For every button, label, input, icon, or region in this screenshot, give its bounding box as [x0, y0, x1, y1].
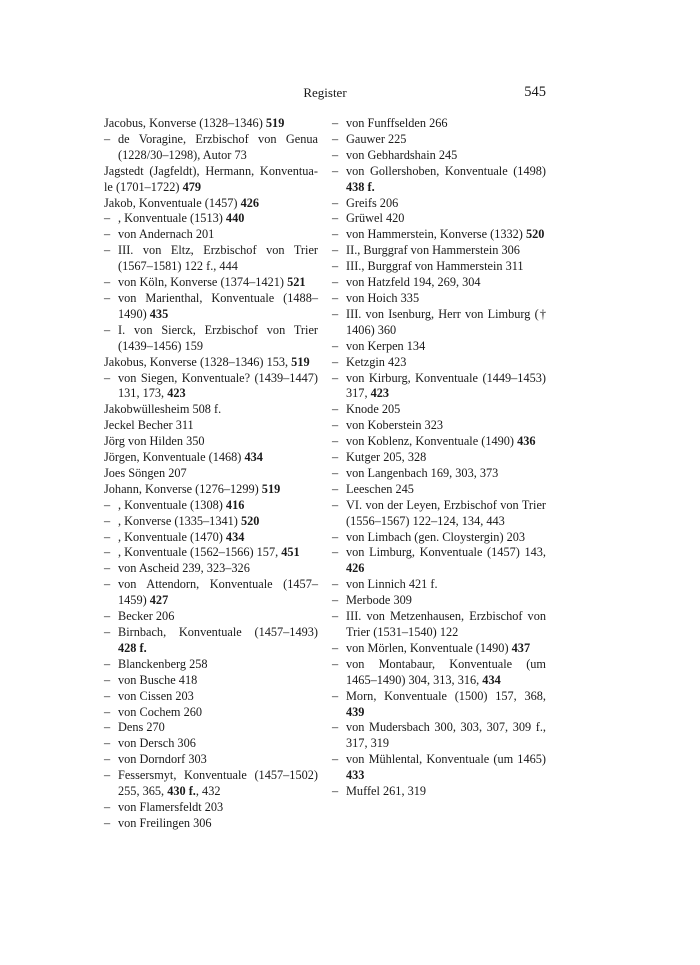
entry-text: von Kerpen 134 — [346, 338, 426, 353]
entry-text: von Attendorn, Konventuale (1457–1459) — [118, 577, 318, 608]
entry-main-page: 436 — [517, 434, 536, 449]
entry-text: von Koblenz, Konventuale (1490) — [346, 434, 518, 449]
entry-dash: – — [332, 195, 339, 210]
entry-text: Greifs 206 — [346, 195, 399, 210]
index-entry — [104, 657, 318, 673]
index-entry — [104, 752, 318, 768]
page-number: 545 — [524, 84, 546, 100]
entry-dash: – — [104, 322, 111, 337]
entry-text: Joes Söngen 207 — [104, 465, 187, 480]
entry-main-page: 437 — [511, 640, 531, 655]
index-entry — [104, 800, 318, 816]
index-entry — [332, 720, 546, 752]
entry-text: von Hatzfeld 194, 269, 304 — [346, 275, 481, 290]
entry-dash: – — [332, 481, 339, 496]
index-entry — [332, 752, 546, 784]
entry-dash: – — [332, 338, 339, 353]
entry-dash: – — [332, 147, 339, 162]
entry-dash: – — [332, 752, 339, 767]
entry-dash: – — [332, 609, 339, 624]
entry-dash: – — [104, 227, 111, 242]
entry-text: von Dersch 306 — [118, 736, 196, 751]
entry-main-page: 428 f. — [118, 640, 147, 655]
entry-text: von Freilingen 306 — [118, 815, 212, 830]
index-entry — [104, 514, 318, 530]
entry-text: von Langenbach 169, 303, 373 — [346, 465, 499, 480]
entry-dash: – — [104, 370, 111, 385]
entry-dash: – — [332, 784, 339, 799]
entry-text: von Dorndorf 303 — [118, 752, 207, 767]
entry-text: Leeschen 245 — [346, 481, 414, 496]
entry-dash: – — [104, 497, 111, 512]
entry-text: von Köln, Konverse (1374–1421) — [118, 275, 288, 290]
entry-text: III. von Eltz, Erzbischof von Trier (1567–1581) 122 f., 444 — [118, 243, 318, 274]
index-entry — [104, 530, 318, 546]
index-entry — [332, 116, 546, 132]
index-entry — [104, 577, 318, 609]
index-entry — [332, 243, 546, 259]
entry-main-page: 434 — [225, 529, 245, 544]
entry-text: Knode 205 — [346, 402, 401, 417]
index-entry — [104, 625, 318, 657]
entry-dash: – — [332, 259, 339, 274]
index-entry — [332, 498, 546, 530]
entry-dash: – — [104, 815, 111, 830]
index-entry — [104, 275, 318, 291]
entry-dash: – — [104, 752, 111, 767]
index-entry — [104, 116, 318, 132]
index-entry — [104, 402, 318, 418]
entry-text: von Kirburg, Konventuale (1449–1453) 317, — [346, 370, 546, 401]
index-entry — [332, 148, 546, 164]
entry-text: III., Burggraf von Hammerstein 311 — [346, 259, 524, 274]
entry-dash: – — [332, 290, 339, 305]
entry-dash: – — [104, 561, 111, 576]
index-entry — [332, 593, 546, 609]
entry-dash: – — [104, 609, 111, 624]
entry-text: , Konventuale (1513) — [118, 211, 226, 226]
entry-main-page: 451 — [281, 545, 300, 560]
index-entry — [104, 418, 318, 434]
entry-dash: – — [104, 513, 111, 528]
entry-text: III. von Isenburg, Herr von Limburg († 1406) 360 — [346, 306, 546, 337]
entry-text: von Ascheid 239, 323–326 — [118, 561, 250, 576]
index-entry — [104, 561, 318, 577]
index-entry — [332, 275, 546, 291]
entry-dash: – — [332, 465, 339, 480]
entry-dash: – — [332, 688, 339, 703]
entry-dash: – — [332, 450, 339, 465]
entry-text: Jakob, Konventuale (1457) — [104, 195, 241, 210]
entry-text: Jeckel Becher 311 — [104, 418, 194, 433]
entry-dash: – — [104, 736, 111, 751]
entry-text: von Busche 418 — [118, 672, 198, 687]
entry-dash: – — [332, 529, 339, 544]
page-header — [104, 84, 546, 104]
entry-text: Ketzgin 423 — [346, 354, 407, 369]
running-title: Register — [303, 85, 347, 100]
index-column-left — [104, 116, 318, 832]
index-entry — [104, 164, 318, 196]
entry-text: , Konventuale (1470) — [118, 529, 226, 544]
entry-main-page: 433 — [346, 768, 365, 783]
entry-dash: – — [104, 625, 111, 639]
entry-dash: – — [332, 306, 339, 321]
index-entry — [104, 609, 318, 625]
index-entry — [332, 371, 546, 403]
entry-main-page: 430 f. — [167, 784, 196, 799]
index-entry — [104, 450, 318, 466]
index-entry — [104, 498, 318, 514]
entry-main-page: 426 — [240, 195, 260, 210]
index-entry — [104, 482, 318, 498]
index-entry — [332, 545, 546, 577]
index-entry — [332, 227, 546, 243]
entry-text: von Andernach 201 — [118, 227, 215, 242]
entry-dash: – — [104, 290, 111, 305]
entry-text: II., Burggraf von Hammerstein 306 — [346, 243, 520, 258]
entry-main-page: 479 — [182, 179, 202, 194]
entry-text: von Hoich 335 — [346, 290, 420, 305]
index-entry — [104, 816, 318, 832]
entry-main-page: 520 — [240, 513, 260, 528]
index-column-right — [332, 116, 546, 800]
index-entry — [332, 291, 546, 307]
entry-dash: – — [332, 418, 339, 433]
entry-main-page: 435 — [149, 306, 169, 321]
index-entry — [104, 196, 318, 212]
entry-text: Jörg von Hilden 350 — [104, 434, 205, 449]
entry-main-page: 521 — [287, 275, 306, 290]
index-entry — [332, 355, 546, 371]
index-entry — [104, 720, 318, 736]
entry-text: von Cissen 203 — [118, 688, 194, 703]
entry-dash: – — [332, 370, 339, 385]
index-entry — [332, 609, 546, 641]
entry-text: von Marienthal, Konventuale (1488–1490) — [118, 290, 318, 321]
entry-text: von Mörlen, Konventuale (1490) — [346, 640, 512, 655]
entry-text: von Cochem 260 — [118, 704, 203, 719]
index-entry — [332, 641, 546, 657]
index-entry — [332, 259, 546, 275]
entry-dash: – — [104, 275, 111, 290]
entry-dash: – — [104, 672, 111, 687]
entry-main-page: 519 — [261, 481, 281, 496]
entry-dash: – — [332, 545, 339, 560]
entry-text: von Gollershoben, Konventuale (1498) — [346, 163, 546, 178]
index-entry — [332, 434, 546, 450]
index-entry — [104, 291, 318, 323]
index-entry — [332, 450, 546, 466]
index-entry — [332, 784, 546, 800]
entry-dash: – — [104, 688, 111, 703]
entry-dash: – — [332, 577, 339, 592]
entry-dash: – — [104, 704, 111, 719]
entry-text: de Voragine, Erzbischof von Genua (1228/30–1298), Autor 73 — [118, 131, 318, 162]
index-entry — [332, 196, 546, 212]
index-entry — [332, 211, 546, 227]
entry-dash: – — [332, 227, 339, 242]
index-entry — [104, 243, 318, 275]
index-entry — [332, 482, 546, 498]
entry-text: Gauwer 225 — [346, 131, 407, 146]
entry-text: III. von Metzenhausen, Erzbischof von Trier (1531–1540) 122 — [346, 609, 546, 639]
entry-dash: – — [104, 545, 111, 560]
entry-text: von Flamersfeldt 203 — [118, 799, 224, 814]
entry-text: von Siegen, Konventuale? (1439–1447) 131, 173, — [118, 370, 318, 401]
index-entry — [104, 768, 318, 800]
entry-text: von Limburg, Konventuale (1457) 143, — [346, 545, 546, 560]
entry-main-page: 520 — [525, 227, 545, 242]
entry-main-page: 423 — [370, 386, 390, 401]
entry-main-page: 434 — [482, 672, 501, 687]
entry-text: von Mudersbach 300, 303, 307, 309 f., 317, 319 — [346, 720, 546, 751]
entry-dash: – — [104, 720, 111, 735]
entry-text: Merbode 309 — [346, 593, 412, 608]
entry-text: von Limbach (gen. Cloystergin) 203 — [346, 529, 526, 544]
entry-dash: – — [332, 497, 339, 512]
entry-main-page: 438 f. — [346, 179, 375, 194]
index-entry — [332, 418, 546, 434]
entry-dash: – — [104, 243, 111, 258]
entry-main-page: 519 — [265, 116, 285, 130]
entry-text: Muffel 261, 319 — [346, 784, 427, 799]
index-entry — [332, 689, 546, 721]
index-entry — [104, 227, 318, 243]
entry-text: von Linnich 421 f. — [346, 577, 438, 592]
entry-text: Grüwel 420 — [346, 211, 405, 226]
entry-text: Dens 270 — [118, 720, 165, 735]
entry-text: Jagstedt (Jagfeldt), Hermann, Konventua-le (1701–1722) — [104, 163, 318, 194]
entry-text: Jakobus, Konverse (1328–1346) 153, — [104, 354, 292, 369]
index-entry — [332, 466, 546, 482]
entry-text: von Montabaur, Konventuale (um 1465–1490) 304, 313, 316, — [346, 656, 546, 687]
entry-dash: – — [104, 799, 111, 814]
entry-text: von Mühlental, Konventuale (um 1465) — [346, 752, 546, 767]
entry-text: Morn, Konventuale (1500) 157, 368, — [346, 688, 546, 703]
index-entry — [104, 673, 318, 689]
entry-text: , Konventuale (1562–1566) 157, — [118, 545, 282, 560]
index-entry — [332, 657, 546, 689]
index-entry — [104, 355, 318, 371]
index-entry — [104, 705, 318, 721]
entry-dash: – — [104, 131, 111, 146]
entry-main-page: 434 — [244, 450, 263, 465]
entry-text: , Konventuale (1308) — [118, 497, 226, 512]
index-entry — [332, 402, 546, 418]
entry-dash: – — [104, 577, 111, 592]
entry-text: Fessersmyt, Konventuale (1457–1502) 255, 365, — [118, 768, 318, 799]
entry-text: Becker 206 — [118, 609, 175, 624]
entry-main-page: 427 — [149, 593, 169, 608]
index-entry — [104, 211, 318, 227]
entry-text: , Konverse (1335–1341) — [118, 513, 241, 528]
entry-dash: – — [332, 211, 339, 226]
entry-text: von Gebhardshain 245 — [346, 147, 458, 162]
index-entry — [332, 164, 546, 196]
entry-dash: – — [332, 593, 339, 608]
entry-text: von Funffselden 266 — [346, 116, 448, 130]
entry-text: I. von Sierck, Erzbischof von Trier (1439–1456) 159 — [118, 322, 318, 353]
entry-text: Johann, Konverse (1276–1299) — [104, 481, 262, 496]
entry-dash: – — [332, 116, 339, 130]
entry-main-page: 416 — [225, 497, 245, 512]
entry-text: Birnbach, Konventuale (1457–1493) — [118, 625, 318, 639]
entry-dash: – — [332, 656, 339, 671]
index-entry — [104, 545, 318, 561]
entry-text: Jakobwüllesheim 508 f. — [104, 402, 222, 417]
index-entry — [332, 339, 546, 355]
entry-dash: – — [332, 163, 339, 178]
entry-extra-pages: , 432 — [195, 784, 221, 799]
entry-dash: – — [332, 354, 339, 369]
index-entry — [104, 323, 318, 355]
index-entry — [332, 577, 546, 593]
entry-text: Jacobus, Konverse (1328–1346) — [104, 116, 266, 130]
entry-text: Kutger 205, 328 — [346, 450, 427, 465]
entry-text: von Hammerstein, Konverse (1332) — [346, 227, 526, 242]
entry-text: VI. von der Leyen, Erzbischof von Trier (1556–1567) 122–124, 134, 443 — [346, 497, 546, 528]
index-entry — [332, 307, 546, 339]
entry-dash: – — [332, 243, 339, 258]
index-entry — [104, 466, 318, 482]
entry-main-page: 519 — [291, 354, 310, 369]
entry-dash: – — [104, 529, 111, 544]
index-entry — [332, 132, 546, 148]
entry-dash: – — [332, 434, 339, 449]
entry-dash: – — [104, 656, 111, 671]
entry-main-page: 423 — [167, 386, 186, 401]
entry-text: Blanckenberg 258 — [118, 656, 208, 671]
index-entry — [104, 132, 318, 164]
entry-text: von Koberstein 323 — [346, 418, 443, 433]
entry-dash: – — [104, 211, 111, 226]
entry-dash: – — [104, 768, 111, 783]
entry-main-page: 440 — [225, 211, 245, 226]
entry-dash: – — [332, 131, 339, 146]
index-entry — [104, 689, 318, 705]
index-entry — [332, 530, 546, 546]
entry-dash: – — [332, 720, 339, 735]
entry-text: Jörgen, Konventuale (1468) — [104, 450, 245, 465]
index-entry — [104, 736, 318, 752]
entry-dash: – — [332, 275, 339, 290]
index-entry — [104, 434, 318, 450]
entry-main-page: 439 — [346, 704, 365, 719]
entry-dash: – — [332, 640, 339, 655]
index-entry — [104, 371, 318, 403]
entry-main-page: 426 — [346, 561, 365, 576]
entry-dash: – — [332, 402, 339, 417]
